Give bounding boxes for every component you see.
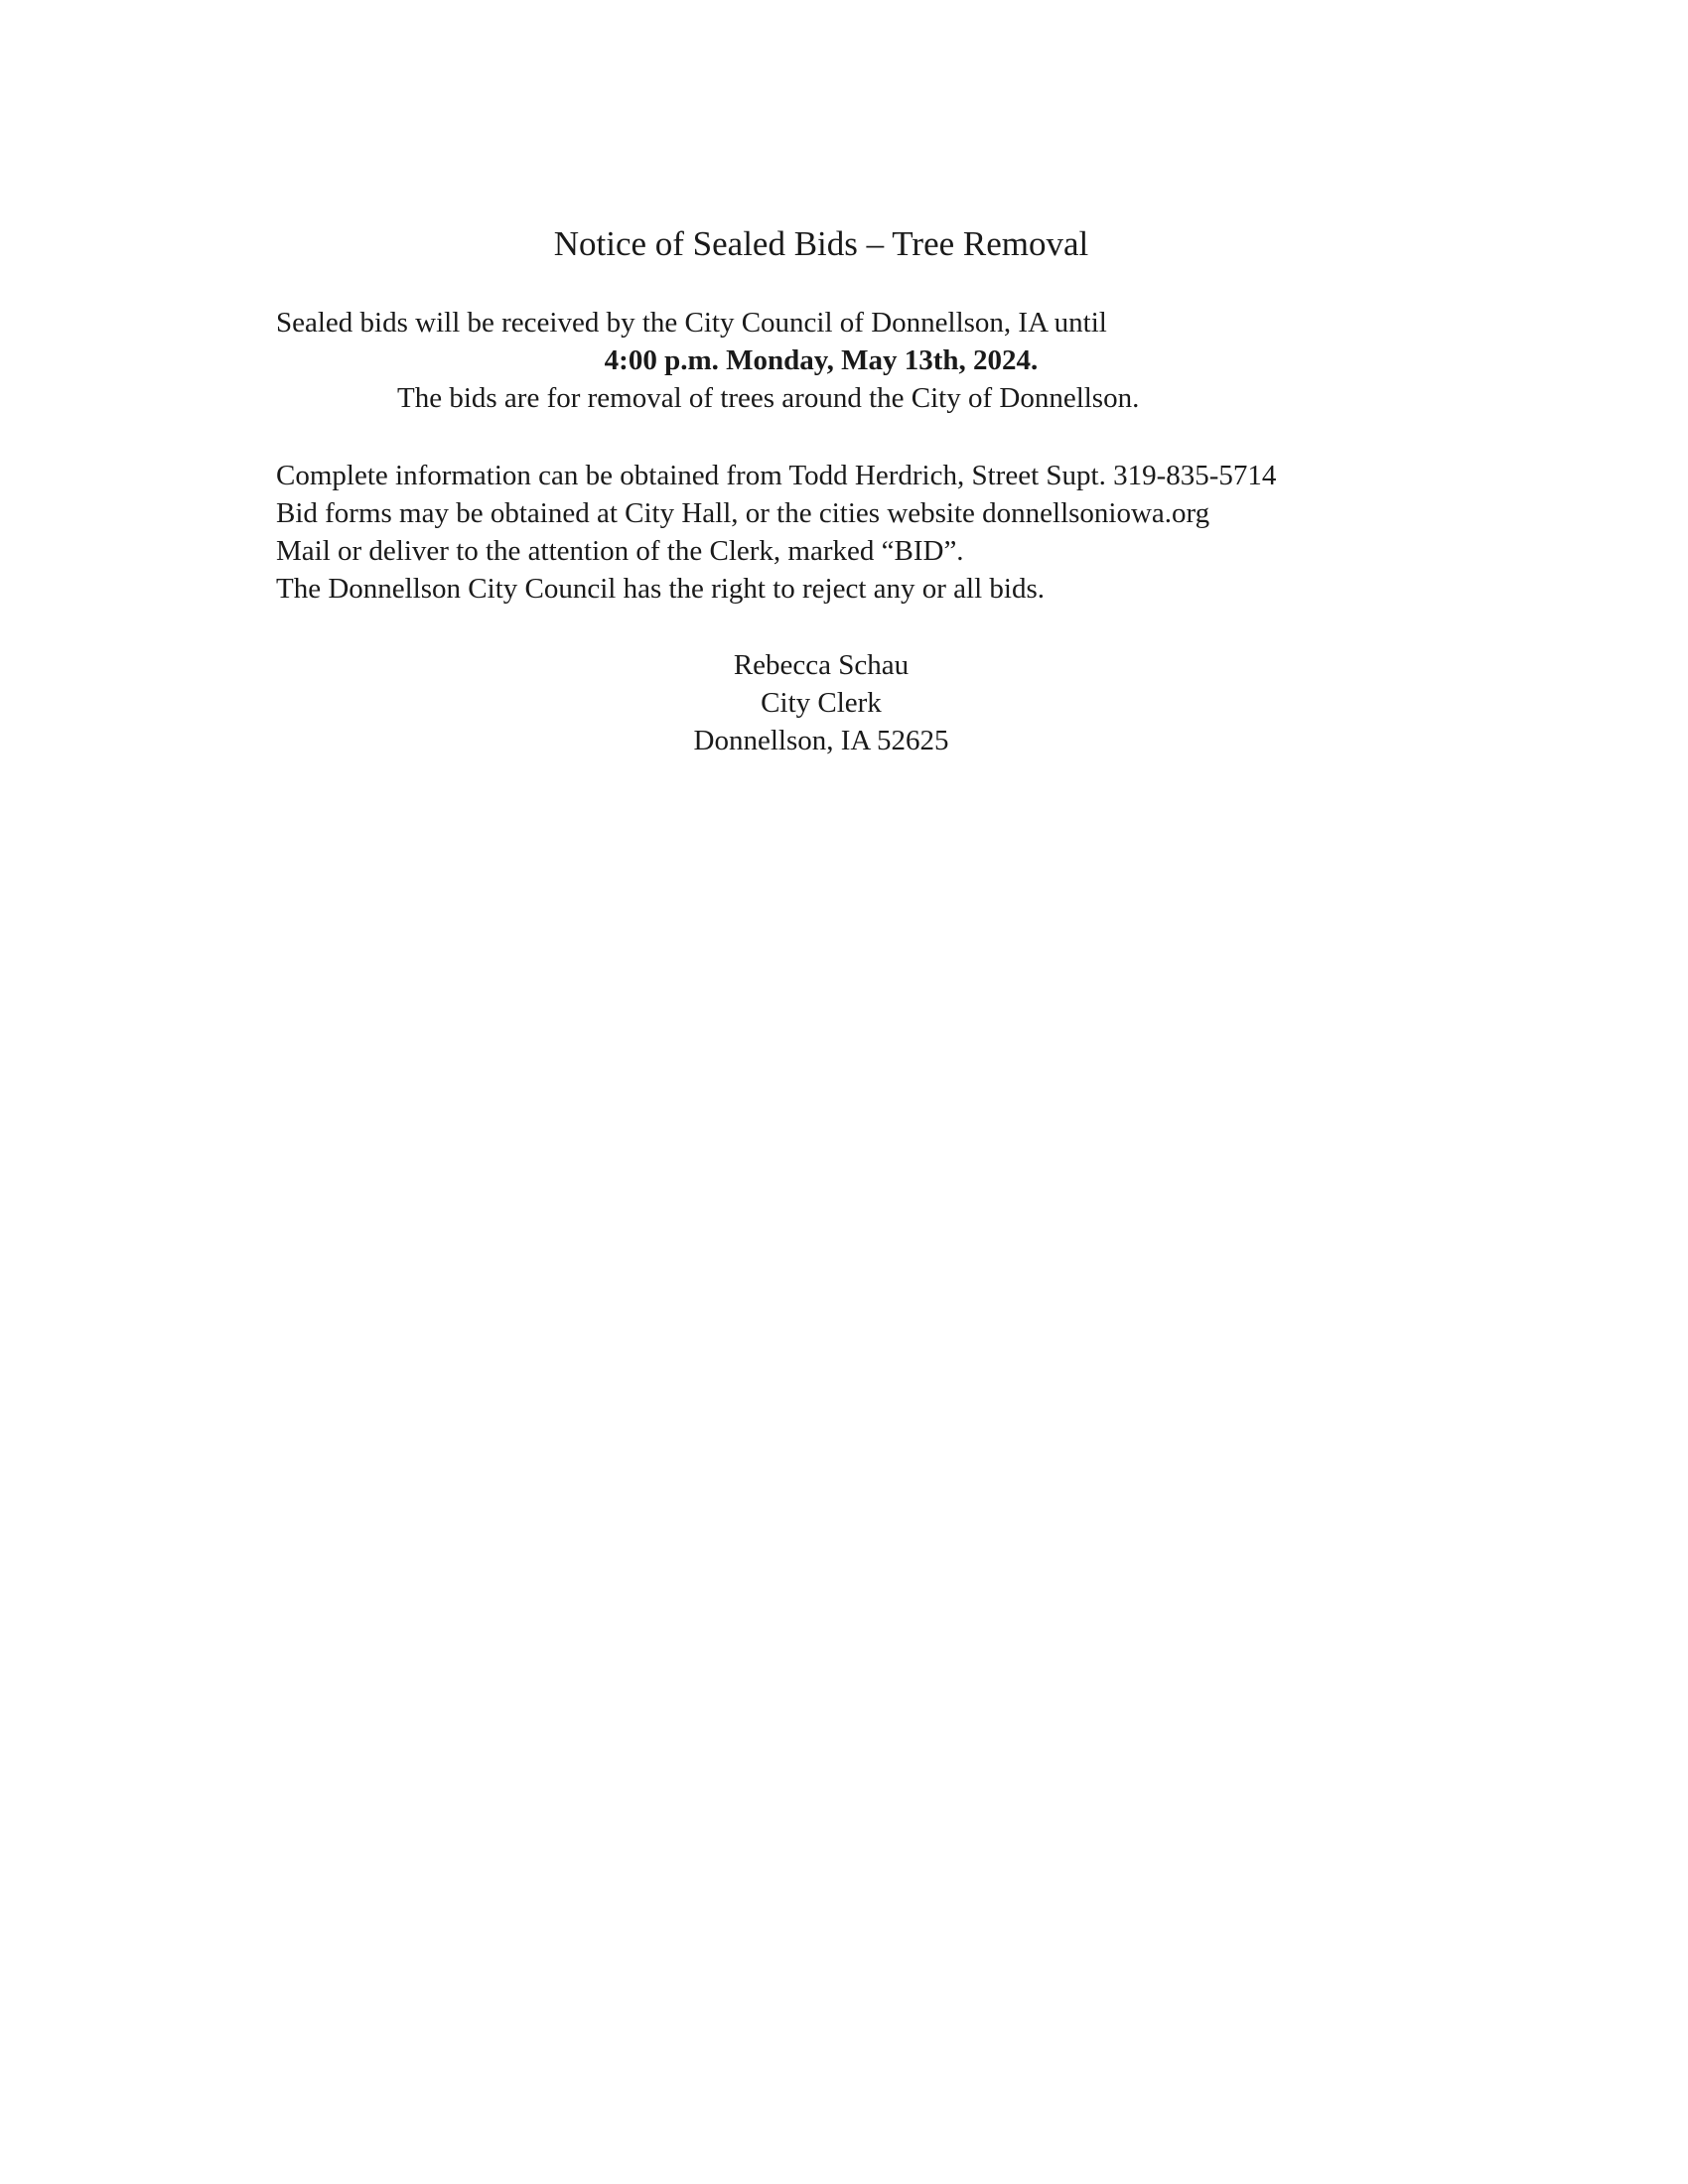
purpose-text: The bids are for removal of trees around the City of Donnellson.	[397, 382, 1140, 414]
contact-info: Complete information can be obtained from Todd Herdrich, Street Supt. 319-835-5714	[276, 460, 1277, 491]
signatory-name: Rebecca Schau	[733, 649, 910, 681]
delivery-instructions: Mail or deliver to the attention of the Clerk, marked “BID”.	[276, 535, 964, 567]
intro-text: Sealed bids will be received by the City Council of Donnellson, IA until	[276, 307, 1107, 339]
notice-title: Notice of Sealed Bids – Tree Removal	[553, 224, 1089, 263]
signatory-location: Donnellson, IA 52625	[693, 725, 949, 756]
rejection-clause: The Donnellson City Council has the right to reject any or all bids.	[276, 573, 1045, 605]
bid-deadline: 4:00 p.m. Monday, May 13th, 2024.	[604, 344, 1039, 376]
signatory-title: City Clerk	[761, 687, 882, 719]
bid-forms-info: Bid forms may be obtained at City Hall, or the cities website donnellsoniowa.org	[276, 497, 1210, 529]
